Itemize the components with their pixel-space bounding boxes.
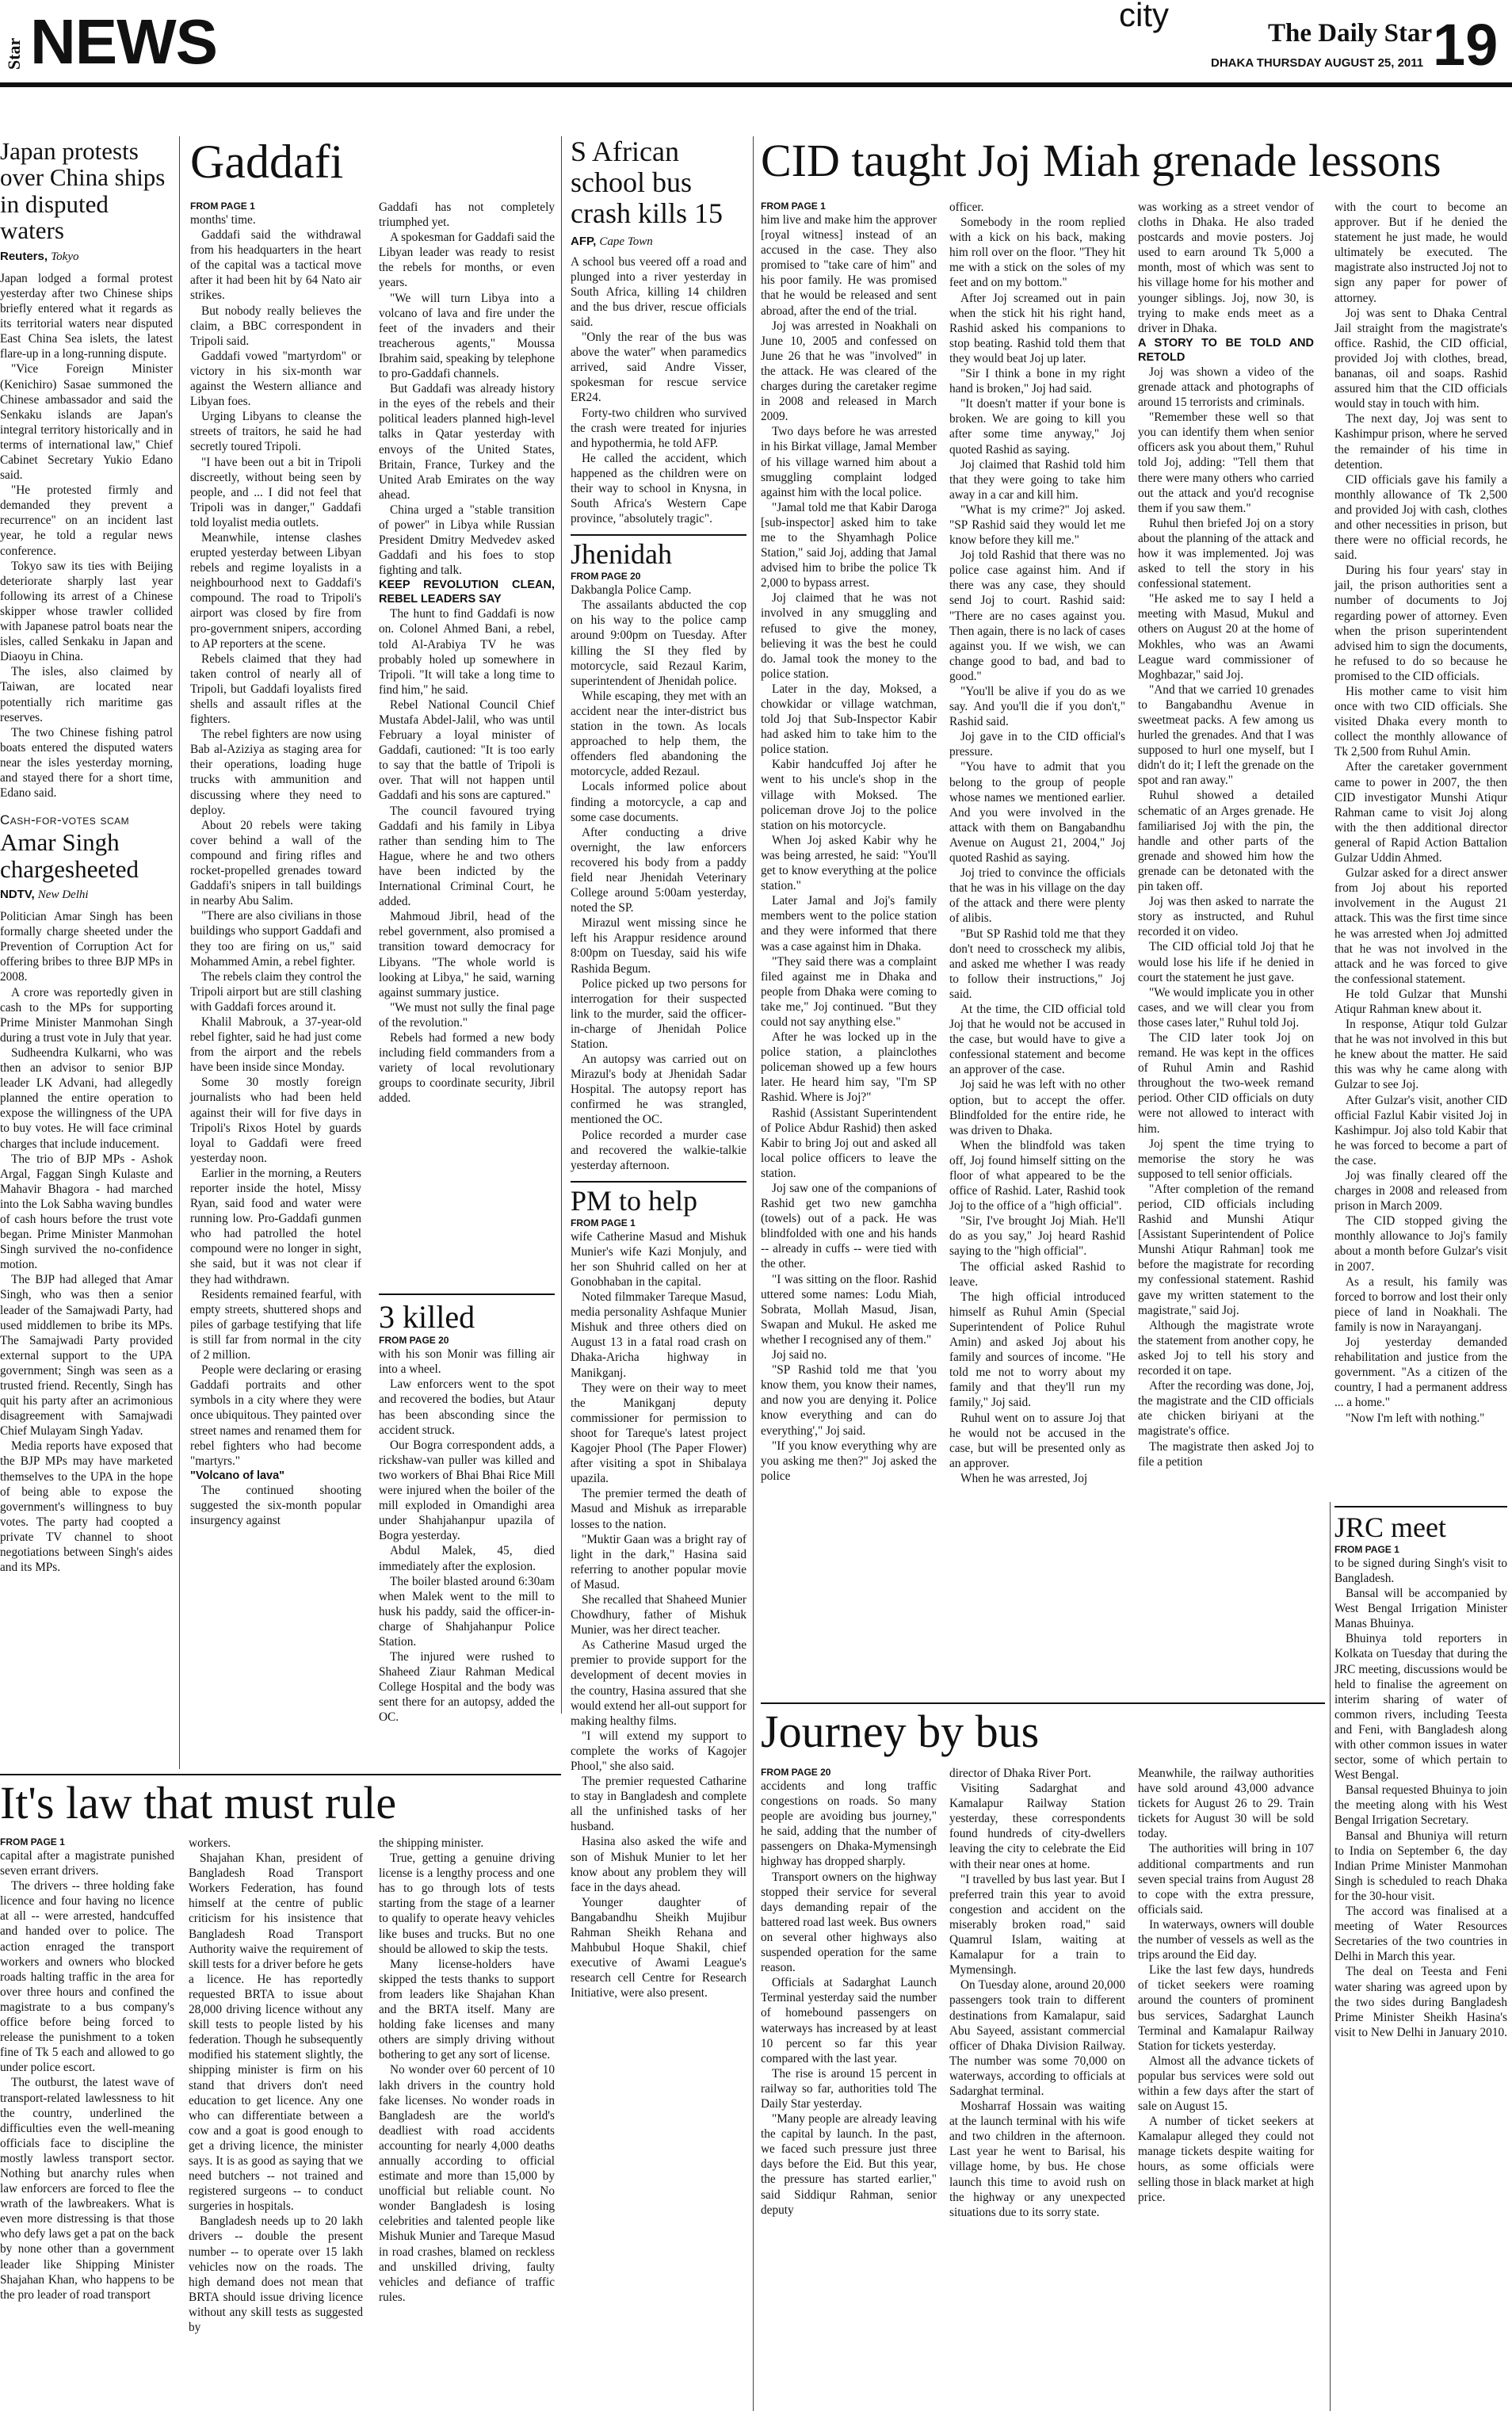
column-divider: [1330, 1502, 1331, 2411]
star-logo: Star: [4, 37, 24, 70]
jhenidah-from: FROM PAGE 20: [571, 571, 641, 583]
law-title-box: [0, 1779, 561, 1834]
gaddafi-headline: Gaddafi: [190, 136, 344, 188]
gaddafi-subhead-1: "Volcano of lava": [190, 1469, 285, 1482]
gaddafi-from: FROM PAGE 1: [190, 201, 255, 212]
dateline: DHAKA THURSDAY AUGUST 25, 2011: [1211, 56, 1424, 70]
cid-col-2: officer. Somebody in the room replied with a kick on his back, making him roll over on the floor. "They hit me with a stick on the soles of my feet and on my bottom." After Joj screamed out in pain when the stick hit his right hand, Rashid asked his companions to stop beating. Rashid told them that they would beat Joj up later. "Sir I think a bone in my right hand is broken," Joj had said. "It doesn't matter if your bone is broken. We are going to kill you after some time anyway," Joj quoted Rashid as saying. Joj claimed that Rashid told him that they were going to take him away in a car and kill him. "What is my crime?" Joj asked. "SP Rashid said they would let me know before they kill me." Joj told Rashid that there was no police case against him. And if there was any case, they should send Joj to court. Rashid said: "There are no cases against you. Then again, there is no lack of cases against you. If we wish, we can change good to bad, and bad to good." "You'll be alive if you do as we say. And you'll die if you don't," Rashid said. Joj gave in to the CID official's pressure. "You have to admit that you belong to the group of people whose names we mentioned earlier. And you were involved in the attack with them on Bangabandhu Avenue on August 21, 2004," Joj quoted Rashid as saying. Joj tried to convince the officials that he was in his village on the day of the attack and there were plenty of alibis. "But SP Rashid told me that they don't need to crosscheck my alibis, and asked me whether I was ready to follow their instructions," Joj said. At the time, the CID official told Joj that he would not be accused in the case, but would have to give a confessional statement and become an approver of the case. Joj said he was left with no other option, but to accept the offer. Blindfolded for the entire ride, he was driven to Dhaka. When the blindfold was taken off, Joj found himself sitting on the floor of what appeared to be the office of Rashid. Later, Rashid took Joj to the office of a "high official". "Sir, I've brought Joj Miah. He'll do as you say," Joj heard Rashid saying to the "high official". The official asked Rashid to leave. The high official introduced himself as Ruhul Amin (Special Superintendent of Police Ruhul Amin) and asked Joj about his family and sources of income. "He told me not to worry about my family and that they'll run my family," Joj said. Ruhul went on to assure Joj that he would not be accused in the case, but will be presented only as an approver. When he was arrested, Joj: [949, 201, 1125, 1485]
gaddafi-col-2: Gaddafi has not completely triumphed yet. A spokesman for Gaddafi said the Libyan leader was ready to resist the rebels for months, or even years. "We will turn Libya into a volcano of lava and fire under the feet of the invaders and their treacherous agents," Moussa Ibrahim said, speaking by telephone to pro-Gaddafi channels. But Gaddafi was already history in the eyes of the rebels and their political leaders planned high-level talks in Qatar yesterday with envoys of the United States, Britain, France, Turkey and the United Arab Emirates on the way ahead. China urged a "stable transition of power" in Libya while Russian President Dmitry Medvedev asked Gaddafi and his foes to stop fighting and talk. KEEP REVOLUTION CLEAN, REBEL LEADERS SAY The hunt to find Gaddafi is now on. Colonel Ahmed Bani, a rebel, told Al-Arabiya TV he was probably holed up somewhere in Tripoli. "It will take a long time to find him," he said. Rebel National Council Chief Mustafa Abdel-Jalil, who was until February a loyal minister of Gaddafi, cautioned: "It is too early to say that the battle of Tripoli is over. That will not happen until Gaddafi and his sons are captured." The council favoured trying Gaddafi and his family in Libya rather than sending him to The Hague, where he and two others have been indicted by the International Criminal Court, he added. Mahmoud Jibril, head of the rebel government, also promised a transition toward democracy for Libyans. "The whole world is looking at Libya," he said, warning against summary justice. "We must not sully the final page of the revolution." Rebels had formed a new body including field commanders from a variety of local revolutionary groups to coordinate security, Jibril added.: [379, 201, 555, 1106]
japan-body: Japan lodged a formal protest yesterday after two Chinese ships briefly entered what it regards as its territorial waters near disputed East China Sea islets, the latest flare-up in a long-running dispute. "Vice Foreign Minister (Kenichiro) Sasae summoned the Chinese ambassador and said the Senkaku islands are Japan's integral territory historically and in terms of international law," Chief Cabinet Secretary Yukio Edano said. "He protested firmly and demanded they prevent a recurrence" on an incident last year, he told a regular news conference. Tokyo saw its ties with Beijing deteriorate sharply last year following its arrest of a Chinese skipper whose trawler collided with Japanese patrol boats near the isles, called Senkaku in Japan and Diaoyu in China. The isles, also claimed by Taiwan, are located near potentially rich maritime gas reserves. The two Chinese fishing patrol boats entered the disputed waters near the isles yesterday morning, and stayed there for a short time, Edano said.: [0, 271, 173, 801]
column-divider: [753, 136, 754, 2411]
jrc-from: FROM PAGE 1: [1334, 1543, 1399, 1555]
journey-title-box: [761, 1707, 1325, 1763]
gaddafi-title-box: [190, 136, 555, 200]
amar-body: Politician Amar Singh has been formally charge sheeted under the Prevention of Corruption Act for offering bribes to three BJP MPs in 2008. A crore was reportedly given in cash to the MPs for supporting Prime Minister Manmohan Singh during a trust vote in July that year. Sudheendra Kulkarni, who was then an advisor to senior BJP leader LK Advani, had allegedly planned the entire operation to expose the willingness of the UPA to buy votes. He will face criminal charges that include inducement. The trio of BJP MPs - Ashok Argal, Faggan Singh Kulaste and Mahavir Bhagora - had marched into the Lok Sabha waving bundles of cash hours before the trust vote began. Prime Minister Manmohan Singh survived the no-confidence motion. The BJP had alleged that Amar Singh, who was then a senior leader of the Samajwadi Party, had used middlemen to bribe its MPs. The Samajwadi Party provided external support to the UPA government; Singh was seen as a trusted friend. Recently, Singh has quit his party after an acrimonious disagreement with Samajwadi Chief Mulayam Singh Yadav. Media reports have exposed that the BJP MPs may have marketed themselves to the UPA in the hope of being able to expose the government's willingness to buy votes. The party had coopted a private TV channel to shoot negotiations between Singh's aides and its MPs.: [0, 910, 173, 1575]
safrican-body: A school bus veered off a road and plunged into a river yesterday in South Africa, killing 14 children and the bus driver, rescue officials said. "Only the rear of the bus was above the water" when paramedics arrived, said Andre Visser, spokesman for rescue service ER24. Forty-two children who survived the crash were treated for injuries and hypothermia, he told AFP. He called the accident, which happened as the children were on their way to school in Knysna, in South Africa's Western Cape province, "absolutely tragic".: [571, 254, 746, 526]
japan-byline: Reuters, Tokyo: [0, 249, 79, 263]
section-rule: [0, 1774, 561, 1775]
gaddafi-col-1: FROM PAGE 1 months' time. Gaddafi said the withdrawal from his headquarters in the heart of the capital was a tactical move after it had been hit by 64 Nato air strikes. But nobody really believes the claim, a BBC correspondent in Tripoli said. Gaddafi vowed "martyrdom" or victory in his six-month war against the Western alliance and Libyan foes. Urging Libyans to cleanse the streets of traitors, he said he had secretly toured Tripoli. "I have been out a bit in Tripoli discreetly, without being seen by people, and ... I did not feel that Tripoli was in danger," Gaddafi told loyalist media outlets. Meanwhile, intense clashes erupted yesterday between Libyan rebels and regime loyalists in a neighbourhood next to Gaddafi's compound. The road to Tripoli's airport was closed by fire from pro-government snipers, according to AP reporters at the scene. Rebels claimed that they had taken control of nearly all of Tripoli, but Gaddafi loyalists fired shells and assault rifles at the fighters. The rebel fighters are now using Bab al-Aziziya as staging area for their operations, loading huge trucks with ammunition and discussing where they need to deploy. About 20 rebels were taking cover behind a wall of the compound and firing rifles and rocket-propelled grenades toward Gaddafi's snipers in tall buildings in nearby Abu Salim. "There are also civilians in those buildings who support Gaddafi and they too are firing on us," said Mohammed Amin, a rebel fighter. The rebels claim they control the Tripoli airport but are still clashing with Gaddafi forces around it. Khalil Mabrouk, a 37-year-old rebel fighter, said he had just come from the airport and the rebels have been inside since Monday. Some 30 mostly foreign journalists who had been held against their will for five days in Tripoli's Rixos Hotel by guards loyal to Gaddafi were freed yesterday noon. Earlier in the morning, a Reuters reporter inside the hotel, Missy Ryan, said food and water were running low. Pro-Gaddafi gunmen who had patrolled the hotel compound were no longer in sight, she said, but it was not clear if they had withdrawn. Residents remained fearful, with empty streets, shuttered shops and piles of garbage testifying that life is still far from normal in the city of 2 million. People were declaring or erasing Gaddafi portraits and other symbols in a city where they were once ubiquitous. They painted over street names and renamed them for rebel fighters who had become "martyrs." "Volcano of lava" The continued shooting suggested the six-month popular insurgency against: [190, 201, 361, 1527]
cid-headline: CID taught Joj Miah grenade lessons: [761, 135, 1441, 186]
cid-col-1: FROM PAGE 1 him live and make him the approver [royal witness] instead of an accused in the case. They also promised to "take care of him" and his poor family. He was promised that he would be released and sent abroad, after the end of the trial. Joj was arrested in Noakhali on June 10, 2005 and confessed on June 26 that he was "involved" in the attack. He was cleared of the charges during the caretaker regime in 2008 and released in March 2009. Two days before he was arrested in his Birkat village, Jamal Member of his village warned him about a smuggling complaint lodged against him with the local police. "Jamal told me that Kabir Daroga [sub-inspector] asked him to take me to the Shyamhagh Police Station," said Joj, adding that Jamal advised him to bribe the police Tk 2,000 to bypass arrest. Joj claimed that he was not involved in any smuggling and refused to give the money, believing it was the best he could do. Jamal took the money to the police station. Later in the day, Moksed, a chowkidar or village watchman, told Joj that Sub-Inspector Kabir had asked him to take him to the police station. Kabir handcuffed Joj after he went to his uncle's shop in the village with Moksed. The policeman drove Joj to the police station on his motorcycle. When Joj asked Kabir why he was being arrested, he said: "You'll get to know everything at the police station." Later Jamal and Joj's family members went to the police station and they were informed that there was a case against him in Dhaka. "They said there was a complaint filed against me in Dhaka and people from Dhaka were coming to take me," Joj continued. "But they could not say anything else." After he was locked up in the police station, a plainclothes policeman showed up a few hours later. He heard him say, "I'm SP Rashid. Where is Joj?" Rashid (Assistant Superintendent of Police Abdur Rashid) then asked Kabir to bring Joj out and asked all local police officers to leave the station. Joj saw one of the companions of Rashid get two new gamchha (towels) out of a pack. He was blindfolded with one and his hands -- already in cuffs -- were tied with the other. "I was sitting on the floor. Rashid uttered some names: Lodu Miah, Sobrata, Mollah Masud, Jisan, Swapan and Mukul. He asked me whether I recognised any of them." Joj said no. "SP Rashid told me that 'you know them, you know their names, and now you are denying it. Police know everything and can do everything'," Joj said. "If you know everything why are you asking me then?" Joj asked the police: [761, 201, 937, 1483]
law-col-2: workers. Shajahan Khan, president of Bangladesh Road Transport Workers Federation, has found himself at the centre of public criticism for his insistence that Bangladesh Road Transport Authority waive the requirement of skill tests for a driver before he gets a licence. He has reportedly requested BRTA to issue about 28,000 driving licence without any skill tests to people listed by his federation. Though he subsequently modified his statement slightly, the shipping minister is firm on his stand that drivers don't need education to get licence. Any one who can differentiate between a cow and a goat is good enough to get a driving licence, the minister says. It is as good as saying that we need butchers -- not trained and registered surgeons -- to conduct surgeries in hospitals. Bangladesh needs up to 20 lakh drivers -- double the present number -- to operate over 15 lakh vehicles now on the roads. The high demand does not mean that BRTA should issue driving licence without any skill tests as suggested by: [189, 1836, 363, 2334]
journey-headline: Journey by bus: [761, 1706, 1040, 1757]
pm-from: FROM PAGE 1: [571, 1217, 636, 1229]
jhenidah-body: Dakbangla Police Camp. The assailants abducted the cop on his way to the police camp around 9:00pm on Tuesday. After killing the SI they fled by motorcycle, said Rezaul Karim, superintendent of Jhenidah police. While escaping, they met with an accident near the inter-district bus station in the town. As locals approached to help them, the offenders fled abandoning the motorcycle, added Rezaul. Locals informed police about finding a motorcycle, a cap and some case documents. After conducting a drive overnight, the law enforcers recovered his body from a paddy field near Jhenidah Veterinary College around 5:00am yesterday, noted the SP. Mirazul went missing since he left his Arappur residence around 8:00pm on Tuesday, said his wife Rashida Begum. Police picked up two persons for interrogation for their suspected link to the murder, said the officer-in-charge of Jhenidah Police Station. An autopsy was carried out on Mirazul's body at Jhenidah Sadar Hospital. The autopsy report has confirmed he was strangled, mentioned the OC. Police recorded a murder case and recovered the walkie-talkie yesterday afternoon.: [571, 583, 746, 1172]
left-column: [0, 138, 173, 1699]
column-divider: [179, 136, 180, 1769]
amar-kicker: Cash-for-votes scam: [0, 812, 130, 828]
law-col-3: the shipping minister. True, getting a genuine driving license is a lengthy process and one has to go through lots of tests starting from the stage of a learner to qualify to operate heavy vehicles like buses and trucks. But no one should be allowed to skip the tests. Many license-holders have skipped the tests thanks to support from leaders like Shajahan Khan and the BRTA itself. Many are holding fake licenses and many others are simply driving without bothering to get any sort of license. No wonder over 60 percent of 10 lakh drivers in the country hold fake licenses. No wonder roads in Bangladesh are the world's deadliest with road accidents accounting for nearly 4,000 deaths annually according to official estimate and more than 15,000 by unofficial but reliable count. No wonder Bangladesh is losing celebrities and talented people like Mishuk Munier and Tareque Masud in road crashes, blamed on reckless and unskilled driving, faulty vehicles and defiance of traffic rules.: [379, 1836, 555, 2304]
journey-col-2: director of Dhaka River Port. Visiting Sadarghat and Kamalapur Railway Station yesterday, these correspondents found hundreds of city-dwellers leaving the city to celebrate the Eid with their near ones at home. "I travelled by bus last year. But I preferred train this year to avoid congestion and accident on the miserably broken road," said Quamrul Islam, waiting at Kamalapur for a train to Mymensingh. On Tuesday alone, around 20,000 passengers took train to different destinations from Kamalapur, said Abu Sayeed, assistant commercial officer of Dhaka Division Railway. The number was some 70,000 on waterways, according to officials at Sadarghat terminal. Mosharraf Hossain was waiting at the launch terminal with his wife and two children in the afternoon. Last year he went to Barisal, his village home, by bus. He chose launch this time to avoid rush on the highway or any unexpected situations due to its sorry state.: [949, 1767, 1125, 2219]
section-tag: city: [1119, 0, 1169, 33]
amar-byline: NDTV, New Delhi: [0, 888, 89, 902]
section-name: NEWS: [30, 6, 217, 77]
middle-column: [571, 136, 746, 2411]
column-divider: [561, 136, 562, 1714]
amar-headline: Amar Singh chargesheeted: [0, 828, 139, 883]
law-from: FROM PAGE 1: [0, 1836, 65, 1848]
paper-name: The Daily Star: [1268, 19, 1433, 48]
cid-title-box: [761, 136, 1512, 200]
journey-from: FROM PAGE 20: [761, 1767, 831, 1778]
journey-col-1: FROM PAGE 20 accidents and long traffic congestions on roads. So many people are avoiding bus journey," he said, adding that the number of passengers on Dhaka-Mymensingh highway has dropped sharply. Transport owners on the highway stopped their service for several days demanding repair of the battered road last week. Bus owners on several other highways also suspended operation for the same reason. Officials at Sadarghat Launch Terminal yesterday said the number of homebound passengers on waterways has increased by at least 10 percent so far this year compared with the last year. The rise is around 15 percent in railway so far, authorities told The Daily Star yesterday. "Many people are already leaving the capital by launch. In the past, we faced such pressure just three days before the Eid. But this year, the pressure has started earlier," said Siddiqur Rahman, senior deputy: [761, 1767, 937, 2217]
killed-headline: 3 killed: [379, 1299, 475, 1335]
killed-story: 3 killed FROM PAGE 20 with his son Monir was filling air into a wheel. Law enforcers went to the spot and recovered the bodies, but Ataur has been absconding since the accident struck. Our Bogra correspondent adds, a rickshaw-van puller was killed and two workers of Bhai Bhai Rice Mill were injured when the boiler of the mill exploded in Omandighi area under Shahjahanpur upazila of Bogra yesterday. Abdul Malek, 45, died immediately after the explosion. The boiler blasted around 6:30am when Malek went to the mill to husk his paddy, said the officer-in-charge of Shahjahanpur Police Station. The injured were rushed to Shaheed Ziaur Rahman Medical College Hospital and the body was sent there for an autopsy, added the OC.: [379, 1293, 555, 1690]
masthead-rule: [0, 82, 1512, 87]
jhenidah-headline: Jhenidah: [571, 538, 672, 571]
page-number: 19: [1433, 12, 1499, 78]
law-col-1: FROM PAGE 1 capital after a magistrate punished seven errant drivers. The drivers -- three holding fake licence and four having no licence at all -- were arrested, handcuffed and handed over to police. The action enraged the transport workers and owners who blocked roads halting traffic in the area for over three hours and confined the magistrate to a bus company's office before being forced to release the punishment to a token fine of Tk 5 each and allowed to go under police escort. The outburst, the latest wave of transport-related lawlessness to hit the country, underlined the difficulties even the well-meaning officials face to discipline the mostly lawless transport sector. Nothing but anarchy rules when law enforcers are forced to flee the wrath of the lawbreakers. What is even more distressing is that those who defy laws get a pat on the back by none other than a government leader like Shipping Minister Shajahan Khan, who happens to be the pro leader of road transport: [0, 1836, 174, 2302]
cid-col-4: with the court to become an approver. But if he denied the statement he just made, he would ultimately be executed. The magistrate also instructed Joj not to sign any paper for power of attorney. Joj was sent to Dhaka Central Jail straight from the magistrate's office. Rashid, the CID official, provided Joj with clothes, bread, bananas, oil and soaps. Rashid assured him that the CID officials would stay in touch with him. The next day, Joj was sent to Kashimpur prison, where he served the remainder of his time in detention. CID officials gave his family a monthly allowance of Tk 2,500 and provided Joj with cash, clothes and other necessities in prison, but there were no official records, he said. During his four years' stay in jail, the prison authorities sent a number of documents to Joj regarding power of attorney. Even when the prison superintendent advised him to sign the documents, he refused to do so because he promised to the CID officials. His mother came to visit him once with two CID officials. She visited Dhaka every month to collect the monthly allowance of Tk 2,500 from Ruhul Amin. After the caretaker government came to power in 2007, the then CID investigator Munshi Atiqur Rahman came to visit Joj along with the then additional director general of Rapid Action Battalion Gulzar Uddin Ahmed. Gulzar asked for a direct answer from Joj about his reported involvement in the August 21 attack. This was the first time since he was arrested when Joj admitted that he was not involved in the attack and he was forced to give the confessional statement. He told Gulzar that Munshi Atiqur Rahman knew about it. In response, Atiqur told Gulzar that he was not involved in this but he knew about the matter. He said this was why he came along with Gulzar to see Joj. After Gulzar's visit, another CID official Fazlul Kabir visited Joj in Kashimpur. Joj also told Kabir that he was forced to become a part of the case. Joj was finally cleared off the charges in 2008 and released from prison in March 2009. The CID stopped giving the monthly allowance to Joj's family about a month before Gulzar's visit in 2007. As a result, his family was forced to borrow and lost their only piece of land in Noakhali. The family is now in Narayanganj. Joj yesterday demanded rehabilitation and justice from the government. "As a citizen of the country, I had a permanent address ... a home." "Now I'm left with nothing.": [1334, 201, 1507, 1425]
cid-col-3: was working as a street vendor of cloths in Dhaka. He also traded postcards and movie posters. Joj used to earn around Tk 5,000 a month, most of which was sent to his village home for his mother and younger siblings. Joj, now 30, is trying to make ends meet as a driver in Dhaka. A STORY TO BE TOLD AND RETOLD Joj was shown a video of the grenade attack and photographs of around 15 terrorists and criminals. "Remember these well so that you can identify them when senior officers ask you about them," Ruhul told Joj, adding: "Tell them that there were many others who carried out the attack and you'd recognise them if you saw them." Ruhul then briefed Joj on a story about the planning of the attack and how it was implemented. Joj was asked to tell the story in his confessional statement. "He asked me to say I held a meeting with Masud, Mukul and others on August 20 at the home of Mokhles, who was an Awami League ward commissioner of Moghbazar," said Joj. "And that we carried 10 grenades to Bangabandhu Avenue in sweetmeat packs. A few among us hurled the grenades. And that I was supposed to hurl one myself, but I didn't do it; I left the grenade on the spot and ran away." Ruhul showed a detailed schematic of an Arges grenade. He familiarised Joj with the pin, the handle and other parts of the grenade and showed him how the grenade can be detonated with the pin taken off. Joj was then asked to narrate the story as instructed, and Ruhul recorded it on video. The CID official told Joj that he would lose his life if he denied in court the statement he just gave. "We would implicate you in other cases, and we will clear you from those cases later," Ruhul told Joj. The CID later took Joj on remand. He was kept in the offices of Ruhul Amin and Rashid throughout the two-week remand period. Other CID officials on duty were not allowed to interact with him. Joj spent the time trying to memorise the story he was supposed to tell senior officials. "After completion of the remand period, CID officials including Rashid and Munshi Atiqur [Assistant Superintendent of Police Munshi Atiqur Rahman] took me before the magistrate for recording my confessional statement. Rashid gave my written statement to the magistrate," said Joj. Although the magistrate wrote the statement from another copy, he asked Joj to tell his story and recorded it on tape. After the recording was done, Joj, the magistrate and the CID officials ate chicken biriyani at the magistrate's office. The magistrate then asked Joj to file a petition: [1138, 201, 1314, 1469]
jrc-story: JRC meet FROM PAGE 1 to be signed during Singh's visit to Bangladesh. Bansal will be accompanied by West Bengal Irrigation Minister Manas Bhuinya. Bhuinya told reporters in Kolkata on Tuesday that during the JRC meeting, discussions would be held to finalise the agreement on interim sharing of water of common rivers, including Teesta and Feni, with Bangladesh along with other common issues in water sector, some of which pertain to West Bengal. Bansal requested Bhuinya to join the meeting along with his West Bengal Irrigation Secretary. Bansal and Bhuniya will return to India on September 6, the day Indian Prime Minister Manmohan Singh is scheduled to reach Dhaka for the 30-hour visit. The accord was finalised at a meeting of Water Resources Secretaries of the two countries in Delhi in March this year. The deal on Teesta and Feni water sharing was agreed upon by the two sides during Bangladesh Prime Minister Sheikh Hasina's visit to New Delhi in January 2010.: [1334, 1506, 1507, 2411]
section-rule: [761, 1702, 1325, 1704]
japan-headline: Japan protests over China ships in disputed waters: [0, 137, 166, 245]
pm-body: wife Catherine Masud and Mishuk Munier's wife Kazi Monjuly, and her son Shuhrid called on her at Gonobhaban in the capital. Noted filmmaker Tareque Masud, media personality Ashfaque Munier Mishuk and three others died on August 13 in a fatal road crash on Dhaka-Aricha highway in Manikganj. They were on their way to meet the Manikganj deputy commissioner for permission to shoot for Tareque's latest project Kagojer Phool (The Paper Flower) after visiting a spot in Shibalaya upazila. The premier termed the death of Masud and Mishuk as irreparable losses to the nation. "Muktir Gaan was a bright ray of light in the dark," Hasina said referring to another popular movie of Masud. She recalled that Shaheed Munier Chowdhury, father of Mishuk Munier, was her direct teacher. As Catherine Masud urged the premier to provide support for the development of decent movies in the country, Hasina assured that she would extend her all-out support for making healthy films. "I will extend my support to complete the works of Kagojer Phool," she also said. The premier requested Catharine to stay in Bangladesh and complete all the unfinished tasks of her husband. Hasina also asked the wife and son of Mishuk Munier to let her know about any problem they will face in the days ahead. Younger daughter of Bangabandhu Sheikh Mujibur Rahman Sheikh Rehana and Mahbubul Hoque Shakil, chief executive of Awami League's research cell Centre for Research Initiative, were also present.: [571, 1229, 746, 2000]
killed-from: FROM PAGE 20: [379, 1335, 449, 1347]
cid-from: FROM PAGE 1: [761, 201, 826, 212]
safrican-byline: AFP, Cape Town: [571, 234, 653, 248]
journey-col-3: Meanwhile, the railway authorities have sold around 43,000 advance tickets for August 26 to 29. Train tickets for August 30 will be sold today. The authorities will bring in 107 additional compartments and run seven special trains from August 28 to cope with the extra pressure, officials said. In waterways, owners will double the number of vessels as well as the trips around the Eid day. Like the last few days, hundreds of ticket seekers were roaming around the counters of prominent bus services, Sadarghat Launch Terminal and Kamalapur Railway Station for tickets yesterday. Almost all the advance tickets of popular bus services were sold out within a few days after the start of sale on August 15. A number of ticket seekers at Kamalapur alleged they could not manage tickets despite waiting for hours, as some officials were selling those in black market at high price.: [1138, 1767, 1314, 2204]
law-headline: It's law that must rule: [0, 1777, 397, 1828]
cid-subhead: A STORY TO BE TOLD AND RETOLD: [1138, 336, 1314, 364]
safrican-headline: S African school bus crash kills 15: [571, 136, 723, 229]
jrc-headline: JRC meet: [1334, 1511, 1446, 1543]
gaddafi-subhead-2: KEEP REVOLUTION CLEAN, REBEL LEADERS SAY: [379, 579, 555, 606]
pm-headline: PM to help: [571, 1184, 698, 1217]
